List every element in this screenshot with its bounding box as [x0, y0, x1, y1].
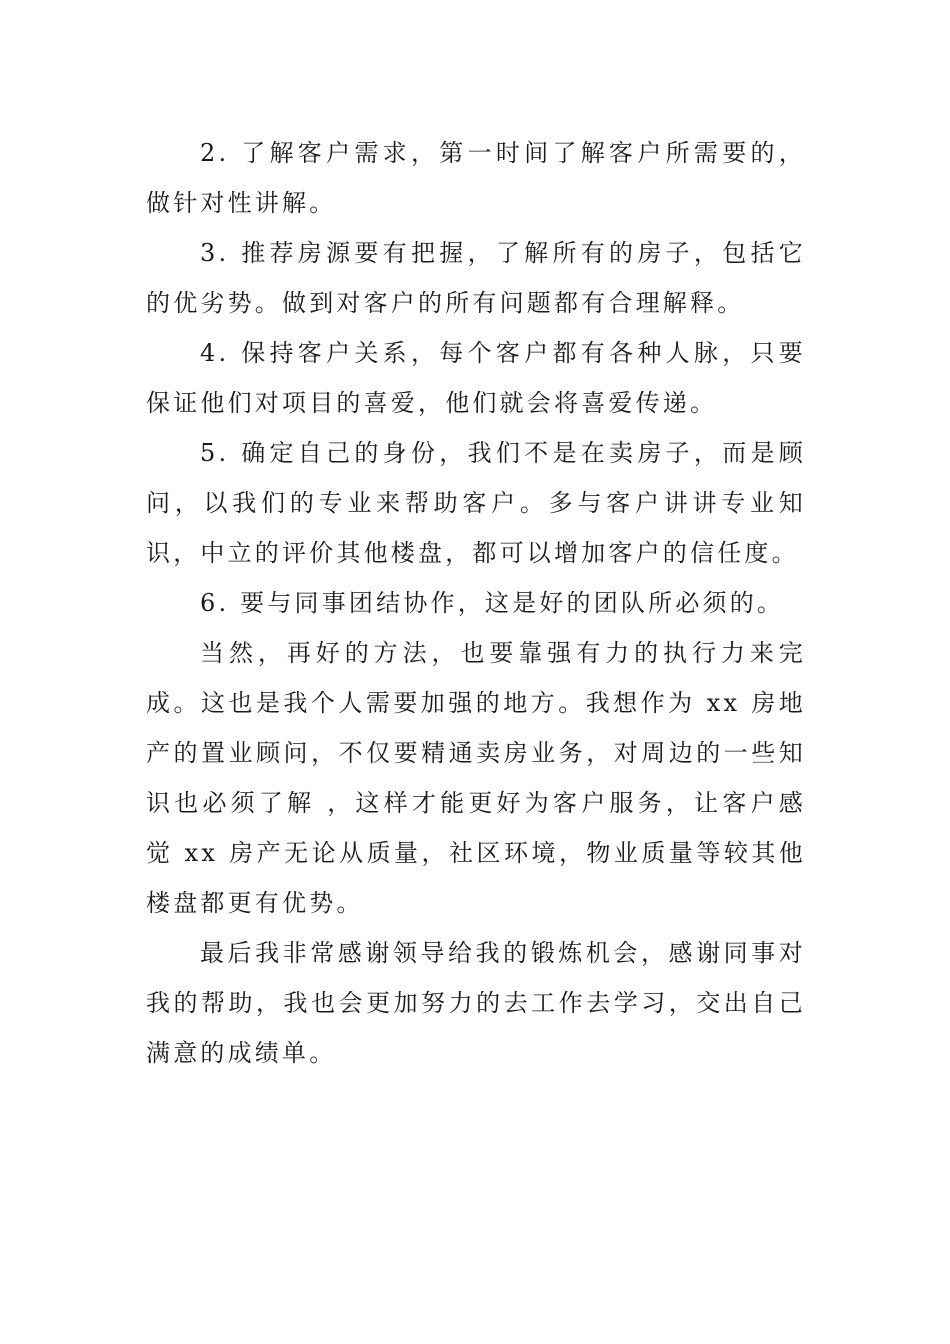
- paragraph-item-3: 3. 推荐房源要有把握，了解所有的房子，包括它的优劣势。做到对客户的所有问题都有合理解释。: [146, 239, 806, 317]
- paragraph-item-4: 4. 保持客户关系，每个客户都有各种人脉，只要保证他们对项目的喜爱，他们就会将喜爱传递。: [146, 339, 806, 417]
- paragraph-execution: 当然，再好的方法，也要靠强有力的执行力来完成。这也是我个人需要加强的地方。我想作为 xx 房地产的置业顾问，不仅要精通卖房业务，对周边的一些知识也必须了解 ，这样才能更好为客户服务，让客户感觉 xx 房产无论从质量，社区环境，物业质量等较其他楼盘都更有优势。: [146, 639, 806, 917]
- paragraph-closing: 最后我非常感谢领导给我的锻炼机会，感谢同事对我的帮助，我也会更加努力的去工作去学习，交出自己满意的成绩单。: [146, 939, 806, 1067]
- paragraph-item-2: 2. 了解客户需求，第一时间了解客户所需要的，做针对性讲解。: [146, 139, 806, 217]
- document-body: [146, 128, 806, 1078]
- paragraph-item-6: 6. 要与同事团结协作，这是好的团队所必须的。: [200, 589, 785, 617]
- paragraph-item-5: 5. 确定自己的身份，我们不是在卖房子，而是顾问，以我们的专业来帮助客户。多与客户讲讲专业知识，中立的评价其他楼盘，都可以增加客户的信任度。: [146, 439, 806, 567]
